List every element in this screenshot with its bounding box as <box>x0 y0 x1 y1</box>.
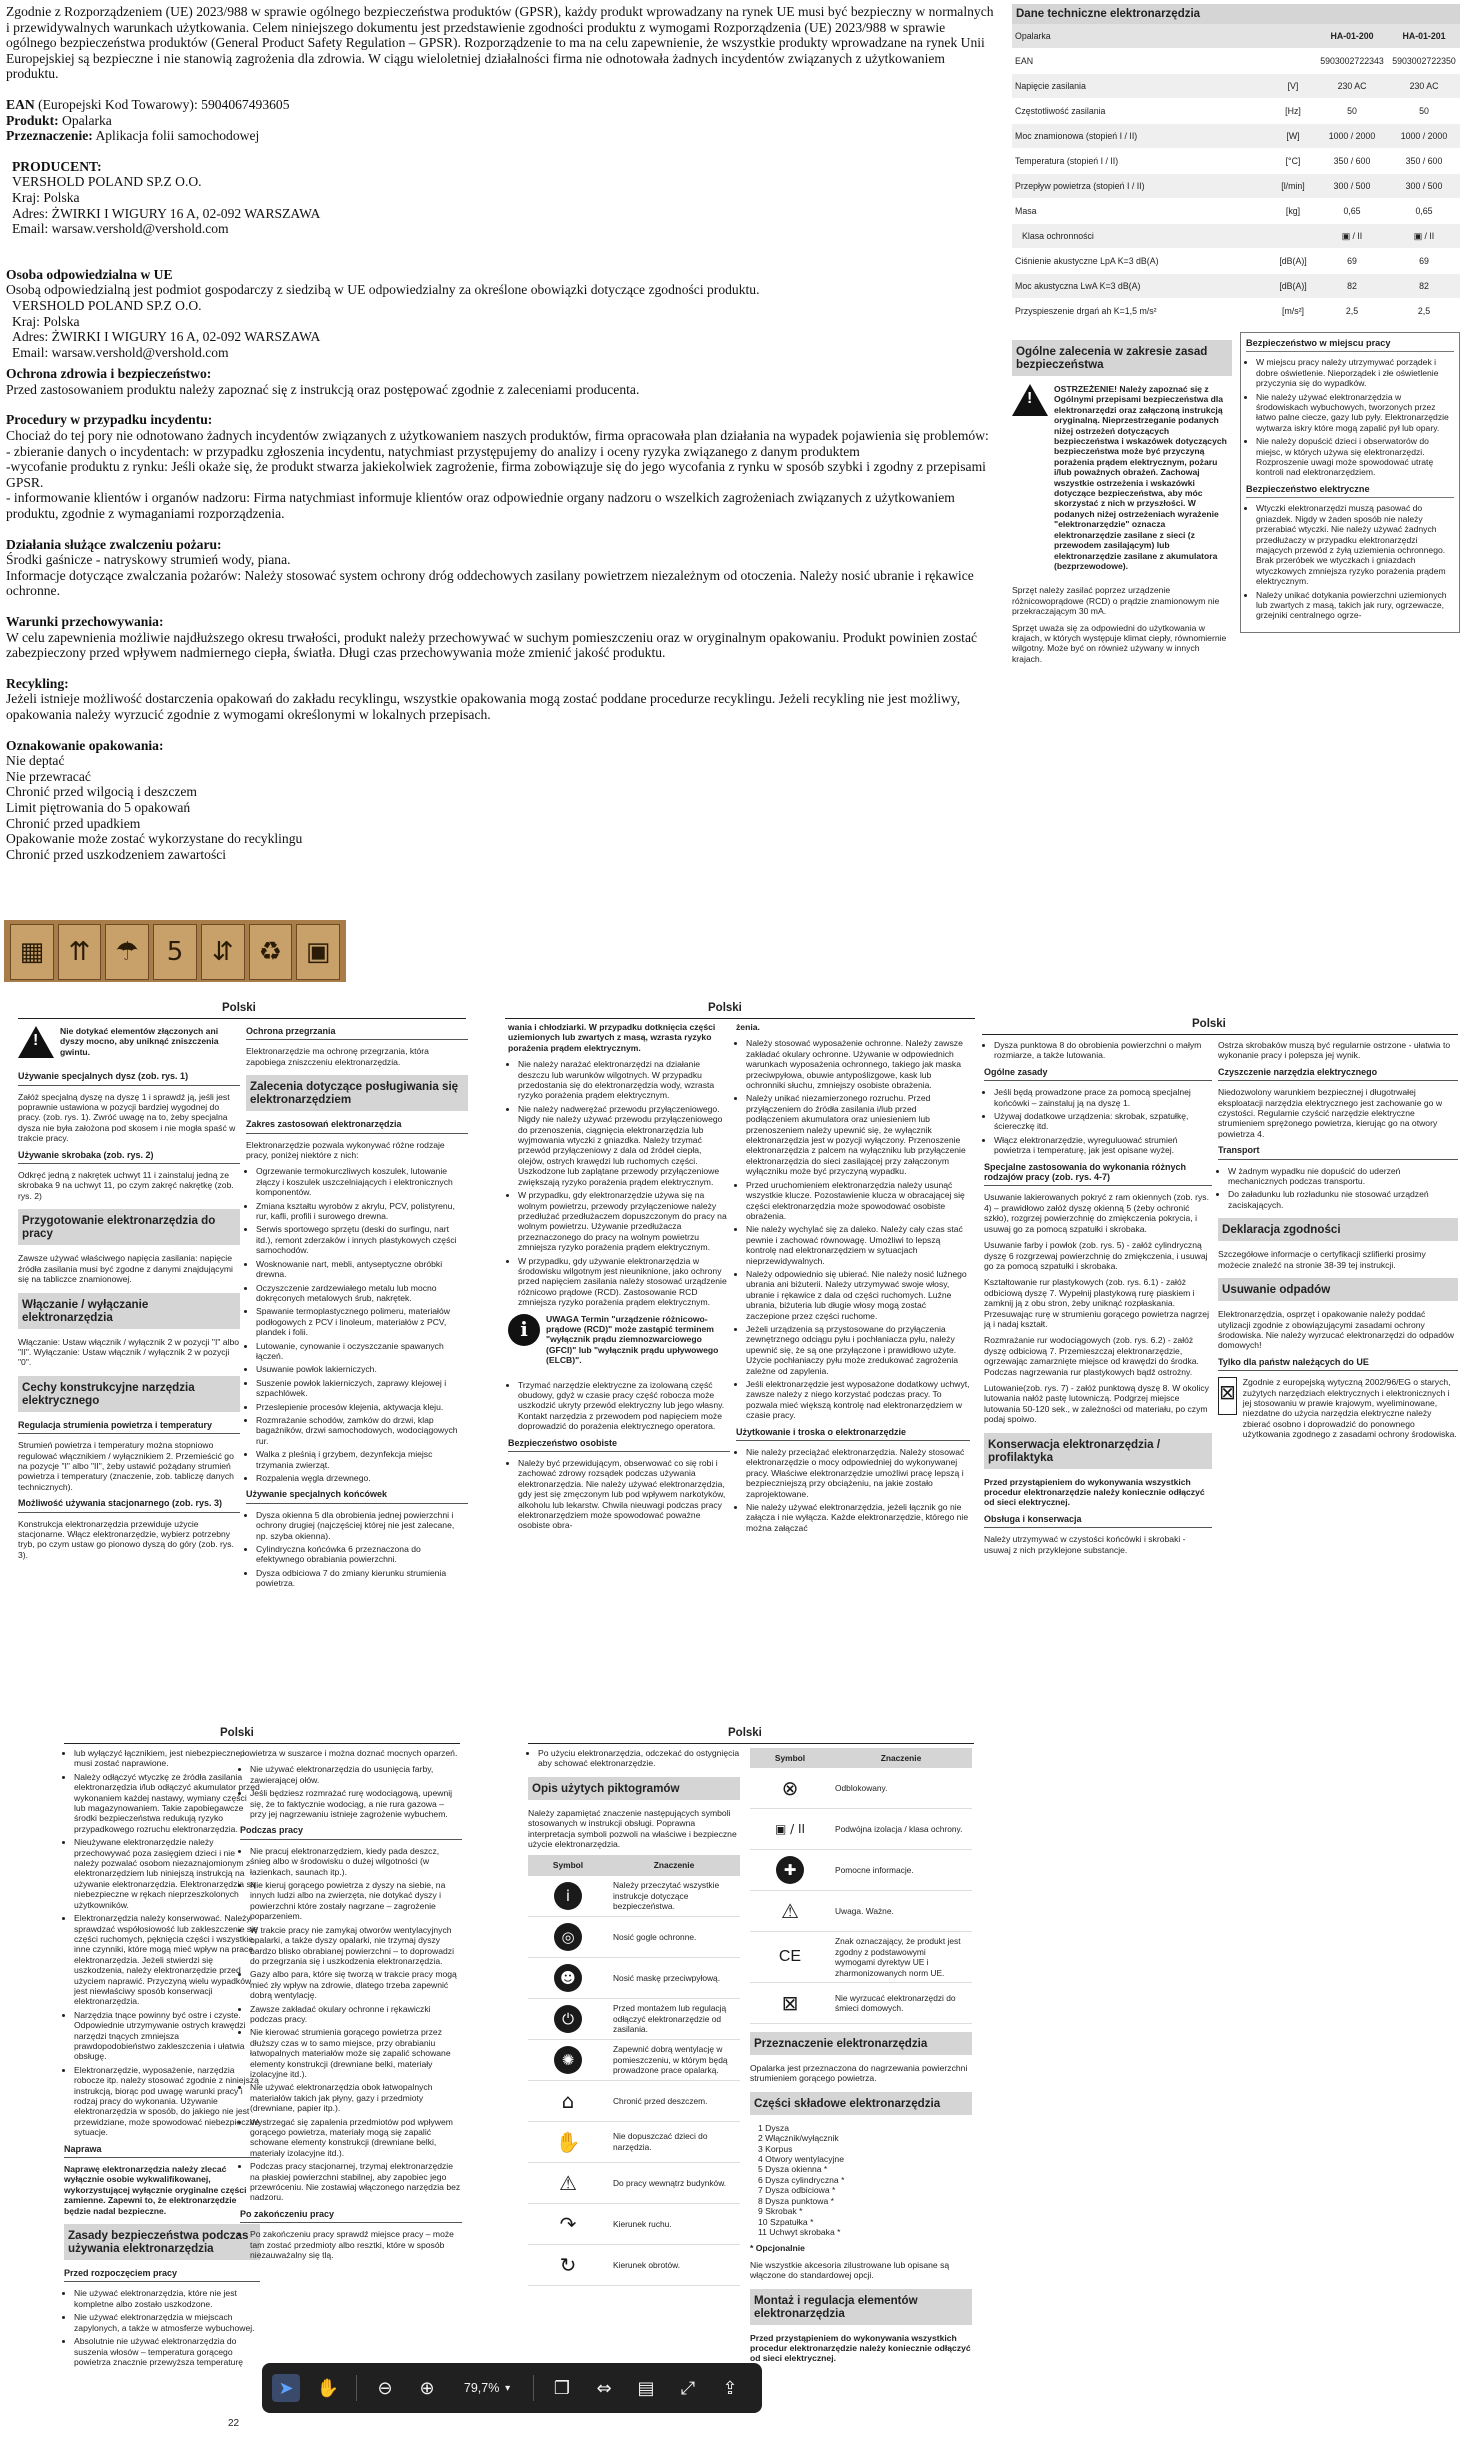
marking-line: Chronić przed wilgocią i deszczem <box>6 784 197 800</box>
fire-line: Informacje dotyczące zwalczania pożarów: Należy stosować system ochrony dróg oddechowych zasilany powietrzem niezależnym od otoczenia. Należy nosić ubranie i rękawice ochronne. <box>6 567 974 599</box>
section-heading: Zakres zastosowań elektronarzędzia <box>246 1119 468 1133</box>
list-item: • Oczyszczenie zardzewiałego metalu lub mocno dokręconych metalowych śrub, nakrętek. <box>256 1283 468 1304</box>
marking-line: Chronić przed uszkodzeniem zawartości <box>6 846 227 862</box>
section-heading: Używanie specjalnych końcówek <box>246 1489 468 1503</box>
table-row: Częstotliwość zasilania [Hz] 50 50 <box>1012 99 1460 124</box>
movement-direction-icon: ↷ <box>559 2211 577 2236</box>
list-item: • Po zakończeniu pracy sprawdź miejsce pracy – może tam zostać przedmioty albo resztki, które w sposób niezauważalny się tlą. <box>250 2229 462 2260</box>
page-language-label: Polski <box>222 1002 256 1014</box>
list-item: • Nie używać elektronarzędzia w miejscach zapylonych, a także w atmosferze wybuchowej. <box>74 2312 260 2333</box>
table-row: ▣ / II Podwójna izolacja / klasa ochrony. <box>750 1809 972 1850</box>
list-item: 6 Dysza cylindryczna * <box>758 2174 845 2185</box>
list-item: • Nieużywane elektronarzędzie należy przechowywać poza zasięgiem dzieci i nie należy pozwalać osobom niezaznajomionym z elektronarzędziem lub niniejszą instrukcją na używanie elektronarzędzia. Elektronarzędzia są niebezpieczne w rękach nieprzeszkolonych użytkowników. <box>74 1837 260 1910</box>
list-item: • Należy odpowiednio się ubierać. Nie należy nosić luźnego ubrania ani biżuterii. Należy utrzymywać swoje włosy, ubranie i rękawice z dala od części ruchomych. Luźne ubrania, biżuteria lub długie włosy mogą zostać zaczepione przez części ruchome. <box>746 1269 970 1321</box>
list-item: • Trzymać narzędzie elektryczne za izolowaną część obudowy, gdyż w czasie pracy część robocza może uszkodzić ukryty przewód elektryczny lub jego własny. Kontakt narzędzia z przewodem pod napięciem może doprowadzić do porażenia elektrycznego operatora. <box>518 1380 730 1432</box>
list-item: • Należy stosować wyposażenie ochronne. Należy zawsze zakładać okulary ochronne. Używanie w odpowiednich warunkach wyposażenia ochronnego, takiego jak maska przeciwpyłowa, obuwie antypoślizgowe, kask lub ochronniki słuchu, zmniejszy osobiste obrażenia. <box>746 1038 970 1090</box>
health-text: Przed zastosowaniem produktu należy zapoznać się z instrukcją oraz postępować zgodnie z zaleceniami producenta. <box>6 381 640 397</box>
indoor-use-icon: ⚠ <box>559 2170 577 2195</box>
marking-heading: Oznakowanie opakowania: <box>6 737 164 753</box>
section-band: Usuwanie odpadów <box>1218 1278 1458 1301</box>
list-item: • Nie należy używać elektronarzędzia, jeżeli łącznik go nie załącza i nie wyłącza. Każde elektronarzędzie, którego nie można załączać <box>746 1502 970 1533</box>
zoom-level-value: 79,7% <box>463 2381 500 2395</box>
technical-data <box>1012 4 1460 324</box>
divider <box>18 1018 466 1019</box>
no-step-icon: ▦ <box>10 924 54 980</box>
section-band: Konserwacja elektronarzędzia / profilaktyka <box>984 1433 1212 1469</box>
warning-icon: ⚠ <box>781 1899 799 1924</box>
zoom-out-button[interactable]: ⊖ <box>377 2377 393 2399</box>
list-item: • Nie kierować strumienia gorącego powietrza przez dłuższy czas w to samo miejsce, przy obrabianiu łatwopalnych materiałów może się zapalić schowane elementy konstrukcji (drewniane belki, materiały izolacyjne itd.). <box>250 2027 462 2079</box>
select-tool-button[interactable]: ➤ <box>272 2374 300 2402</box>
list-item: • Ogrzewanie termokurczliwych koszulek, lutowanie złączy i koszulek uszczelniających i elektronicznych komponentów. <box>256 1166 468 1197</box>
weee-bin-icon: ⊠ <box>781 1991 799 2016</box>
page-number: 22 <box>228 2418 240 2429</box>
responsible-desc: Osobą odpowiedzialną jest podmiot gospodarczy z siedzibą w UE odpowiedzialny za określone obowiązki dotyczące zgodności produktu. <box>6 282 760 298</box>
copy-page-button[interactable]: ❐ <box>553 2377 571 2399</box>
ce-mark-icon: CE <box>778 1948 802 1966</box>
list-item: • Wystrzegać się zapalenia przedmiotów pod wpływem gorącego powietrza, materiały mogą się zapalić schowane elementy konstrukcji (drewniane belki, materiały izolacyjne itd.). <box>250 2117 462 2159</box>
section-heading: Podczas pracy <box>240 1825 462 1839</box>
marking-line: Opakowanie może zostać wykorzystane do recyklingu <box>6 831 303 847</box>
page-column: • Po użyciu elektronarzędzia, odczekać do ostygnięcia aby schować elektronarzędzie. Opis użytych piktogramów Należy zapamiętać znaczenie następujących symboli stosowanych w instrukcji obsługi. Poprawna interpretacja symboli pozwoli na właściwe i bezpieczne użycie elektronarzędzia. Symbol Znaczenie i Należy przeczytać wszystkie instrukcje dotyczące bezpieczeństwa. ◎ Nosić gogle ochronne. ☻ Nosić maskę przeciwpyłową. ⏻ Przed montażem lub regulacją odłączyć elektronarzędzie od zasilania. ✺ Zapewnić dobrą wentylację w pomieszczeniu, w którym będą prowadzone prace opalarką. ⌂ Chronić przed deszczem. ✋ Nie dopuszczać dzieci do narzędzia. ⚠ Do pracy wewnątrz budynków. ↷ Kierunek ruchu. ↻ Kierunek obrotów. <box>528 1748 740 2286</box>
responsible-line: Kraj: Polska <box>12 313 80 329</box>
list-item: 11 Uchwyt skrobaka * <box>758 2226 841 2237</box>
list-item: 4 Otwory wentylacyjne <box>758 2154 844 2165</box>
fire-line: Środki gaśnicze - natryskowy strumień wody, piana. <box>6 552 291 568</box>
keep-dry-icon: ☂ <box>105 924 149 980</box>
fullscreen-button[interactable]: ⤢ <box>680 2377 696 2399</box>
table-row: ◎ Nosić gogle ochronne. <box>528 1916 740 1957</box>
zoom-in-button[interactable]: ⊕ <box>419 2377 435 2399</box>
section-heading: Specjalne zastosowania do wykonania różnych rodzajów pracy (zob. rys. 4-7) <box>984 1162 1212 1187</box>
product-line: Produkt: Opalarka <box>6 112 112 128</box>
table-row: ↷ Kierunek ruchu. <box>528 2203 740 2244</box>
general-safety-section <box>1012 332 1232 670</box>
section-band: Przygotowanie elektronarzędzia do pracy <box>18 1209 240 1245</box>
list-item: • Rozmrażanie schodów, zamków do drzwi, klap bagażników, drzwi samochodowych, wodociągowych rur. <box>256 1415 468 1446</box>
page-column: ! Nie dotykać elementów złączonych ani dyszy mocno, aby uniknąć zniszczenia gwintu. Używanie specjalnych dysz (zob. rys. 1) Załóż specjalną dyszę na dyszę 1 i sprawdź ją, jeśli jest poprawnie ustawiona w pozycji bardziej wygodnej do pracy. (zob. rys. 1). Zwróć uwagę na to, żeby specjalna dysza nie była założona pod skosem i nie mogła spaść w trakcie pracy. Używanie skrobaka (zob. rys. 2) Odkręć jedną z nakrętek uchwyt 11 i zainstaluj jedną ze skrobaka 9 na uchwyt 11, po czym zakręć nakrętkę (zob. rys. 2) Przygotowanie elektronarzędzia do pracy Zawsze używać właściwego napięcia zasilania: napięcie źródła zasilania musi być zgodne z danymi znajdującymi się na tabliczce znamionowej. Włączanie / wyłączanie elektronarzędzia Włączanie: Ustaw włącznik / wyłącznik 2 w pozycji "I" albo "II". Wyłączanie: Ustaw włącznik / wyłącznik 2 w pozycji "0". Cechy konstrukcyjne narzędzia elektrycznego Regulacja strumienia powietrza i temperatury Strumień powietrza i temperatury można stopniowo regulować włącznikiem / wyłącznikiem 2. Przemieścić go na pozycje "I" albo "II", żeby ustawić pożądany strumień powietrza i temperatury (znaczenie, zob. tabliczę danych technicznych). Możliwość używania stacjonarnego (zob. rys. 3) Konstrukcja elektronarzędzia przewiduje użycie stacjonarne. Włącz elektronarzędzie, wybierz potrzebny tryb, po czym ustaw go pionowo dyszą do góry (zob. rys. 3). <box>18 1026 240 1560</box>
page-language-label: Polski <box>220 1727 254 1739</box>
table-row: Moc akustyczna LwA K=3 dB(A) [dB(A)] 82 82 <box>1012 274 1460 299</box>
technical-data-table <box>1012 24 1460 324</box>
list-item: • Spawanie termoplastycznego polimeru, materiałów podłogowych z PCV i linoleum, materiałów z PCV, plandek i folii. <box>256 1306 468 1337</box>
list-item: • Podczas pracy stacjonarnej, trzymaj elektronarzędzie na płaskiej powierzchni stabilnej, aby zapobiec jego przewróceniu. Nie zostawiaj włączonego narzędzia bez nadzoru. <box>250 2161 462 2203</box>
list-item: • lub wyłączyć łącznikiem, jest niebezpieczne i musi zostać naprawione. <box>74 1748 260 1769</box>
stacking-limit-icon: 5 <box>153 924 197 980</box>
workplace-list <box>1246 357 1454 477</box>
toolbar-separator <box>533 2375 534 2401</box>
storage-text: W celu zapewnienia możliwie najdłuższego okresu trwałości, produkt należy przechowywać w suchym pomieszczeniu oraz w oryginalnym opakowaniu. Produkt powinien zostać zabezpieczony przed wpływem nadmiernego ciepła, światła. Długi czas przechowywania może zmienić jakość produktu. <box>6 629 978 661</box>
section-heading: Ochrona przegrzania <box>246 1026 468 1040</box>
list-item: • Po użyciu elektronarzędzia, odczekać do ostygnięcia aby schować elektronarzędzie. <box>538 1748 740 1769</box>
list-item: 9 Skrobak * <box>758 2206 803 2217</box>
general-para: Sprzęt należy zasilać poprzez urządzenie różnicowoprądowe (RCD) o prądzie znamionowym nie przekraczającym 30 mA. <box>1012 585 1220 617</box>
share-button[interactable]: ⇪ <box>722 2377 738 2399</box>
section-heading: Użytkowanie i troska o elektronarzędzie <box>736 1427 970 1441</box>
list-item: • Nie należy dopuścić dzieci i obserwatorów do miejsc, w których używa się elektronarzędzi. Rozproszenie uwagi może spowodować utratę kontroli nad elektronarzędziem. <box>1256 436 1454 478</box>
list-item: • Jeśli będziesz rozmrażać rurę wodociągową, upewnij się, że to faktycznie wodociąg, a nie rura gazowa – przy jej nagrzewaniu istnieje zagrożenie wybuchem. <box>250 1788 462 1819</box>
health-heading: Ochrona zdrowia i bezpieczeństwo: <box>6 366 212 382</box>
list-item: • Elektronarzędzie, wyposażenie, narzędzia robocze itp. należy stosować zgodnie z niniejszą instrukcją, biorąc pod uwagę warunki pracy i rodzaj pracy do wykonania. Używanie elektronarzędzia w sposób, do jakiego nie jest przewidziane, może spowodować niebezpieczne sytuacje. <box>74 2065 260 2138</box>
table-row: ✚ Pomocne informacje. <box>750 1850 972 1891</box>
section-heading: Regulacja strumienia powietrza i temperatury <box>18 1420 240 1434</box>
list-item: • Usuwanie powłok lakierniczych. <box>256 1364 468 1374</box>
section-heading: Używanie specjalnych dysz (zob. rys. 1) <box>18 1071 240 1085</box>
fire-heading: Działania służące zwalczeniu pożaru: <box>6 536 222 552</box>
warning-icon: ! <box>18 1026 54 1058</box>
list-item: • Nie używać elektronarzędzia, które nie jest kompletne albo zostało uszkodzone. <box>74 2288 260 2309</box>
list-item: • Do załadunku lub rozładunku nie stosować urządzeń zaciskających. <box>1228 1189 1458 1210</box>
table-row: Klasa ochronności ▣ / II ▣ / II <box>1012 224 1460 249</box>
table-row: EAN 5903002722343 5903002722350 <box>1012 49 1460 74</box>
incident-heading: Procedury w przypadku incydentu: <box>6 412 213 428</box>
ean-value: 5904067493605 <box>201 96 290 112</box>
list-item: • Należy unikać niezamierzonego rozruchu. Przed przyłączeniem do źródła zasilania i/lub przed podłączeniem akumulatora oraz uniesieniem lub przenoszeniem należy upewnić się, że wyłącznik elektronarzędzia jest w pozycji wyłączony. Przenoszenie elektronarzędzia z palcem na wyłączniku lub przyłączenie elektronarzędzia do sieci zasilającej przy załączonym wyłączniku może być przyczyną wypadku. <box>746 1093 970 1176</box>
section-band: Zasady bezpieczeństwa podczas używania elektronarzędzia <box>64 2224 260 2260</box>
marking-line: Limit piętrowania do 5 opakowań <box>6 799 191 815</box>
table-row: Moc znamionowa (stopień I / II) [W] 1000 / 2000 1000 / 2000 <box>1012 124 1460 149</box>
general-para: Sprzęt uważa się za odpowiedni do użytkowania w krajach, w których występuje klimat ciepły, równomiernie wilgotny. Może być on również używany w innych krajach. <box>1012 622 1227 664</box>
responsible-line: VERSHOLD POLAND SP.Z O.O. <box>12 297 202 313</box>
section-heading: Ogólne zasady <box>984 1067 1212 1081</box>
list-item: • Rozpalenia węgla drzewnego. <box>256 1473 468 1483</box>
page-language-label: Polski <box>1192 1018 1226 1030</box>
table-row: ⊗ Odblokowany. <box>750 1768 972 1809</box>
workplace-safety-section <box>1240 332 1460 641</box>
list-item: • Nie należy narażać elektronarzędzi na działanie deszczu lub warunków wilgotnych. W przypadku przedostania się do elektronarzędzia wody, wzrasta ryzyko porażenia prądem elektrycznym. <box>518 1059 730 1101</box>
storage-heading: Warunki przechowywania: <box>6 614 164 629</box>
general-warning-text: OSTRZEŻENIE! Należy zapoznać się z Ogólnymi przepisami bezpieczeństwa dla elektronarzędzi oraz załączoną instrukcją oryginalną. Nieprzestrzeganie podanych niżej ostrzeżeń dotyczących bezpieczeństwa i wskazówek dotyczących bezpieczeństwa może być przyczyną porażenia prądem elektrycznym, pożaru i/lub poważnych obrażeń. Zachowaj wszystkie ostrzeżenia i wskazówki dotyczące bezpieczeństwa, aby móc skorzystać z nich w przyszłości. W podanych niżej ostrzeżeniach wyrażenie "elektronarzędzie" oznacza elektronarzędzie zasilane z sieci (z przewodem zasilającym) lub elektronarzędzie zasilane z akumulatora (bezprzewodowe). <box>1054 384 1227 571</box>
responsible-line: Adres: ŻWIRKI I WIGURY 16 A, 02-092 WARSZAWA <box>12 329 321 345</box>
section-heading: Używanie skrobaka (zob. rys. 2) <box>18 1150 240 1164</box>
producer-heading: PRODUCENT: <box>12 158 102 174</box>
toolbar-separator <box>356 2375 357 2401</box>
page-language-label: Polski <box>708 1002 742 1014</box>
list-item: 2 Włącznik/wyłącznik <box>758 2133 839 2144</box>
table-row: ⚠ Uwaga. Ważne. <box>750 1891 972 1932</box>
list-item: • Nie kieruj gorącego powietrza z dyszy na siebie, na innych ludzi albo na zwierzęta, nie dotykać dyszy i powierzchni które zostały nagrzane – zagrożenie poparzeniem. <box>250 1880 462 1922</box>
recycling-text: Jeżeli istnieje możliwość dostarczenia opakowań do zakładu recyklingu, wszystkie opakowania mogą zostać poddane procedurze recyklingu. Jeżeli recykling nie jest możliwy, opakowania należy wyrzucić zgodnie z wymogami określonymi w lokalnych przepisach. <box>6 691 961 722</box>
list-item: • Przeslepienie procesów klejenia, aktywacja kleju. <box>256 1402 468 1412</box>
table-row: Temperatura (stopień I / II) [°C] 350 / 600 350 / 600 <box>1012 149 1460 174</box>
list-item: • Lutowanie, cynowanie i oczyszczanie spawanych łączeń. <box>256 1341 468 1362</box>
electrical-safety-title: Bezpieczeństwo elektryczne <box>1246 484 1454 498</box>
unplug-icon: ⏻ <box>554 2005 582 2033</box>
this-way-up-icon: ⇈ <box>58 924 102 980</box>
warning-icon: ! <box>1012 384 1048 416</box>
marking-line: Nie przewracać <box>6 768 91 784</box>
table-row: i Należy przeczytać wszystkie instrukcje dotyczące bezpieczeństwa. <box>528 1876 740 1917</box>
section-heading: Po zakończeniu pracy <box>240 2209 462 2223</box>
marking-line: Nie deptać <box>6 753 65 769</box>
responsible-line: Email: warsaw.vershold@vershold.com <box>12 344 229 360</box>
section-band: Cechy konstrukcyjne narzędzia elektrycznego <box>18 1376 240 1412</box>
list-item: 7 Dysza odbiciowa * <box>758 2185 836 2196</box>
page-column: żenia. • Należy stosować wyposażenie ochronne. Należy zawsze zakładać okulary ochronne. Używanie w odpowiednich warunkach wyposażenia ochronnego, takiego jak maska przeciwpyłowa, obuwie antypoślizgowe, kask lub ochronniki słuchu, zmniejszy osobiste obrażenia. • Należy unikać niezamierzonego rozruchu. Przed przyłączeniem do źródła zasilania i/lub przed podłączeniem akumulatora oraz uniesieniem lub przenoszeniem należy upewnić się, że wyłącznik elektronarzędzia jest w pozycji wyłączony. Przenoszenie elektronarzędzia z palcem na wyłączniku lub przyłączenie elektronarzędzia do sieci zasilającej przy załączonym wyłączniku może być przyczyną wypadku. • Przed uruchomieniem elektronarzędzia należy usunąć wszystkie klucze. Pozostawienie klucza w obracającej się części elektronarzędzia może spowodować osobiste obrażenia. • Nie należy wychylać się za daleko. Należy cały czas stać pewnie i zachować równowagę. Umożliwi to lepszą kontrolę nad elektronarzędziem w sytuacjach nieprzewidywalnych. • Należy odpowiednio się ubierać. Nie należy nosić luźnego ubrania ani biżuterii. Należy utrzymywać swoje włosy, ubranie i rękawice z dala od części ruchomych. Luźne ubrania, biżuteria lub długie włosy mogą zostać zaczepione przez części ruchome. • Jeżeli urządzenia są przystosowane do przyłączenia zewnętrznego odciągu pyłu i pochłaniacza pyłu, należy upewnić się, że są one przyłączone i prawidłowo użyte. Użycie pochłaniaczy pyłu może zredukować zagrożenia zależne od zapylenia. • Jeśli elektronarzędzie jest wyposażone dodatkowy uchwyt, zawsze należy z niego korzystać podczas pracy. To pozwala mieć większą kontrolę nad elektronarzędziem w czasie pracy. Użytkowanie i troska o elektronarzędzie • Nie należy przeciążać elektronarzędzia. Należy stosować elektronarzędzie o mocy odpowiedniej do wykonywanej pracy. Właściwe elektronarzędzie umożliwi pracę lepszą i bezpieczniejszą przy obciążeniu, na jakie zostało zaprojektowane. • Nie należy używać elektronarzędzia, jeżeli łącznik go nie załącza i nie wyłącza. Każde elektronarzędzie, którego nie można załączać <box>736 1022 970 1539</box>
read-manual-icon: i <box>554 1882 582 1910</box>
table-row: ⌂ Chronić przed deszczem. <box>528 2080 740 2121</box>
list-item: • Nie należy nadwerężać przewodu przyłączeniowego. Nigdy nie należy używać przewodu przyłączeniowego do przenoszenia, ciągnięcia elektronarzędzia lub wyjmowania wtyczki z gniazdka. Należy trzymać przewód przyłączeniowy z dala od źródeł ciepła, olejów, ostrych krawędzi lub ruchomych części. Uszkodzone lub zaplątane przewody przyłączeniowe zwiększają ryzyko porażenia prądem elektrycznym. <box>518 1104 730 1187</box>
list-item: • W trakcie pracy nie zamykaj otworów wentylacyjnych opalarki, a także dyszy opalarki, nie trzymaj dyszy bardzo blisko obrabianej powierzchni – to doprowadzi do przegrzania się i uszkodzenia elektronarzędzia. <box>250 1925 462 1967</box>
page-column: Ostrza skrobaków muszą być regularnie ostrzone - ułatwia to wykonanie pracy i polepsza jej wynik. Czyszczenie narzędzia elektrycznego Niedozwolony warunkiem bezpiecznej i długotrwałej eksploatacji narzędzia elektrycznego jest zachowanie go w czystości. Regularnie czyścić narzędzie elektryczne strumieniem sprężonego powietrza, kierując go na otwory powietrza 4. Transport • W żadnym wypadku nie dopuścić do uderzeń mechanicznych podczas transportu. • Do załadunku lub rozładunku nie stosować urządzeń zaciskających. Deklaracja zgodności Szczegółowe informacje o certyfikacji szlifierki prosimy możecie znaleźć na stronie 38-39 tej instrukcji. Usuwanie odpadów Elektronarzędzia, osprzęt i opakowanie należy poddać utylizacji zgodnie z obowiązującymi zasadami ochrony środowiska. Nie należy wyrzucać elektronarzędzi do odpadów domowych! Tylko dla państw należących do UE ⊠ Zgodnie z europejską wytyczną 2002/96/EG o starych, zużytych narzędziach elektrycznych i elektronicznych i jej stosowaniu w prawie krajowym, wyeliminowane, niezdatne do użycia narzędzia elektryczne należy zbierać osobno i doprowadzić do ponownego użytkowania zgodnego z zasadami ochrony środowiska. <box>1218 1040 1458 1454</box>
table-row: ⚠ Do pracy wewnątrz budynków. <box>528 2162 740 2203</box>
page-language-label: Polski <box>728 1727 762 1739</box>
info-icon: ✚ <box>776 1856 804 1884</box>
list-item: • Wosknowanie nart, mebli, antyseptyczne obróbki drewna. <box>256 1259 468 1280</box>
weee-bin-icon: ⊠ <box>1218 1377 1237 1415</box>
list-item: • Zmiana kształtu wyrobów z akrylu, PCV, polistyrenu, rur, kafli, profili i surowego drewna. <box>256 1201 468 1222</box>
list-item: • Suszenie powłok lakierniczych, zaprawy klejowej i szpachlówek. <box>256 1378 468 1399</box>
table-row: CE Znak oznaczający, że produkt jest zgodny z podstawowymi wymogami dyrektyw UE i zharmonizowanych norm UE. <box>750 1932 972 1983</box>
table-row: ⊠ Nie wyrzucać elektronarzędzi do śmieci domowych. <box>750 1983 972 2024</box>
marking-line: Chronić przed upadkiem <box>6 815 141 831</box>
table-row: ↻ Kierunek obrotów. <box>528 2244 740 2285</box>
gpsr-statement <box>6 4 996 862</box>
responsible-heading: Osoba odpowiedzialna w UE <box>6 266 173 282</box>
recycle-icon: ♻ <box>249 924 293 980</box>
page-column: • Dysza punktowa 8 do obrobienia powierzchni o małym rozmiarze, a także lutowania. Ogólne zasady • Jeśli będą prowadzone prace za pomocą specjalnej końcówki – zainstaluj ją na dyszę 1. • Używaj dodatkowe urządzenia: skrobak, szpatułkę, ściereczkę itd. • Włącz elektronarzędzie, wyreguluować strumień powietrza i temperaturę, jak jest opisane wyżej. Specjalne zastosowania do wykonania różnych rodzajów pracy (zob. rys. 4-7) Usuwanie lakierowanych pokryć z ram okiennych (zob. rys. 4) – prawidłowo załóż dyszę okienną 5 (żeby ochronić szkło), rozgrzej powierzchnię do zmiękczenia pokrycia, i usuwaj go za pomocą szpatułki i skrobaka. Usuwanie farby i powłok (zob. rys. 5) - załóż cylindryczną dyszę 6 rozgrzewaj powierzchnię do zmiękczenia, i usuwaj go za pomocą szpatułki i skrobaka. Kształtowanie rur plastykowych (zob. rys. 6.1) - załóż odbiciową dyszę 7. Wypełnij plastykową rurę piaskiem i zamknij ją z obu stron, żeby uniknąć rozpłaskania. Przesuwając rurę w strumieniu gorącego powietrza nagrzej ją i nadaj kształt. Rozmrażanie rur wodociągowych (zob. rys. 6.2) - załóż dyszę odbiciową 7. Przemieszczaj elektronarzędzie, ogrzewając zamarznięte miejsce od krawędzi do środka. Podczas nagrzewania rur plastykowych bądź ostrożny. Lutowanie(zob. rys. 7) - załóż punktową dyszę 8. W okolicy lutowania nałóż pastę lutowniczą. Podgrzej miejsce lutowania 50-120 sek., w zależności od materiału, po czym podaj spoiwo. Konserwacja elektronarzędzia / profilaktyka Przed przystąpieniem do wykonywania wszystkich procedur elektronarzędzie należy koniecznie odłączyć od sieci elektrycznej. Obsługa i konserwacja Należy utrzymywać w czystości końcówki i skrobaki - usuwaj z nich przyklejone substancje. <box>984 1040 1212 1561</box>
table-row: ☻ Nosić maskę przeciwpyłową. <box>528 1957 740 1998</box>
incident-line: Chociaż do tej pory nie odnotowano żadnych incydentów związanych z użytkowaniem naszych produktów, firma opracowała plan działania na wypadek pojawienia się problemów: <box>6 428 989 444</box>
page-column: Ochrona przegrzania Elektronarzędzie ma ochronę przegrzania, która zapobiega zniszczeniu elektronarzędzia. Zalecenia dotyczące posługiwania się elektronarzędziem Zakres zastosowań elektronarzędzia Elektronarzędzie pozwala wykonywać różne rodzaje pracy, poniżej niektóre z nich: • Ogrzewanie termokurczliwych koszulek, lutowanie złączy i koszulek uszczelniających i elektronicznych komponentów. • Zmiana kształtu wyrobów z akrylu, PCV, polistyrenu, rur, kafli, profili i surowego drewna. • Serwis sportowego sprzętu (deski do surfingu, nart itd.), remont zderzaków i innych plastykowych części samochodów. • Wosknowanie nart, mebli, antyseptyczne obróbki drewna. • Oczyszczenie zardzewiałego metalu lub mocno dokręconych metalowych śrub, nakrętek. • Spawanie termoplastycznego polimeru, materiałów podłogowych z PCV i linoleum, materiałów z PCV, plandek i folii. • Lutowanie, cynowanie i oczyszczanie spawanych łączeń. • Usuwanie powłok lakierniczych. • Suszenie powłok lakierniczych, zaprawy klejowej i szpachlówek. • Przeslepienie procesów klejenia, aktywacja kleju. • Rozmrażanie schodów, zamków do drzwi, klap bagażników, drzwi samochodowych, wodociągowych rur. • Walka z pleśnią i grzybem, dezynfekcja miejsc trzymania zwierząt. • Rozpalenia węgla drzewnego. Używanie specjalnych końcówek • Dysza okienna 5 dla obrobienia jednej powierzchni i ochrony drugiej (najczęściej której nie jest zalecane, np. szyba okienna). • Cylindryczna końcówka 6 przeznaczona do efektywnego obrabiania powierzchni. • Dysza odbiciowa 7 do zmiany kierunku strumienia powietrza. <box>246 1022 468 1595</box>
incident-line: - zbieranie danych o incydentach: w przypadku zgłoszenia incydentu, natychmiast przystępujemy do analizy i oceny ryzyka związanego z danym produktem <box>6 443 860 459</box>
list-item: • Nie należy wychylać się za daleko. Należy cały czas stać pewnie i zachować równowagę. Umożliwi to lepszą kontrolę nad elektronarzędziem w sytuacjach nieprzewidywalnych. <box>746 1224 970 1266</box>
list-item: • Nie używać elektronarzędzia obok łatwopalnych materiałów takich jak płyny, gazy i przedmioty (drewniane, papier itp.). <box>250 2082 462 2113</box>
list-item: • Jeśli będą prowadzone prace za pomocą specjalnej końcówki – zainstaluj ją na dyszę 1. <box>994 1087 1212 1108</box>
page-column: • lub wyłączyć łącznikiem, jest niebezpieczne i musi zostać naprawione. • Należy odłączyć wtyczkę ze źródła zasilania elektronarzędzia i/lub odłączyć akumulator przed wykonaniem każdej nastawy, wymiany części lub magazynowaniem. Takie zapobiegawcze środki bezpieczeństwa redukują ryzyko przypadkowego rozruchu elektronarzędzia. • Nieużywane elektronarzędzie należy przechowywać poza zasięgiem dzieci i nie należy pozwalać osobom niezaznajomionym z elektronarzędziem lub niniejszą instrukcją na używanie elektronarzędzia. Elektronarzędzia są niebezpieczne w rękach nieprzeszkolonych użytkowników. • Elektronarzędzia należy konserwować. Należy sprawdzać współosiowość lub zakleszczenie się części ruchomych, pęknięcia części i wszystkie inne czynniki, które mogą mieć wpływ na pracę elektronarzędzia. Jeżeli stwierdzi się uszkodzenia, należy elektronarzędzie przed użyciem naprawić. Przyczyną wielu wypadków jest niewłaściwy sposób konserwacji elektronarzędzia. • Narzędzia tnące powinny być ostre i czyste. Odpowiednie utrzymywanie ostrych krawędzi narzędzi tnących zmniejsza prawdopodobieństwo zakleszczenia i ułatwia obsługę. • Elektronarzędzie, wyposażenie, narzędzia robocze itp. należy stosować zgodnie z niniejszą instrukcją, biorąc pod uwagę warunki pracy i rodzaj pracy do wykonania. Używanie elektronarzędzia w sposób, do jakiego nie jest przewidziane, może spowodować niebezpieczne sytuacje. Naprawa Naprawę elektronarzędzia należy zlecać wyłącznie osobie wykwalifikowanej, wykorzystującej wyłącznie oryginalne części zamienne. Zapewni to, że elektronarzędzie będzie nadal bezpieczne. Zasady bezpieczeństwa podczas używania elektronarzędzia Przed rozpoczęciem pracy • Nie używać elektronarzędzia, które nie jest kompletne albo zostało uszkodzone. • Nie używać elektronarzędzia w miejscach zapylonych, a także w atmosferze wybuchowej. • Absolutnie nie używać elektronarzędzia do suszenia włosów – temperatura gorącego powietrza znacznie przewyższa temperaturę <box>64 1748 260 2373</box>
technical-data-title: Dane techniczne elektronarzędzia <box>1012 4 1460 24</box>
section-band: Włączanie / wyłączanie elektronarzędzia <box>18 1293 240 1329</box>
chevron-down-icon: ▾ <box>505 2382 511 2394</box>
table-row: Masa [kg] 0,65 0,65 <box>1012 199 1460 224</box>
fragile-icon: ⇵ <box>201 924 245 980</box>
list-item: • Cylindryczna końcówka 6 przeznaczona do efektywnego obrabiania powierzchni. <box>256 1544 468 1565</box>
divider <box>528 1743 974 1744</box>
list-item: • Gazy albo para, które się tworzą w trakcie pracy mogą mieć zły wpływ na zdrowie, dlatego trzeba zapewnić dobrą wentylację. <box>250 1969 462 2000</box>
section-heading: Przed rozpoczęciem pracy <box>64 2268 260 2282</box>
list-item: 3 Korpus <box>758 2143 793 2154</box>
section-band: Montaż i regulacja elementów elektronarzędzia <box>750 2289 972 2325</box>
table-header-row: Opalarka HA-01-200 HA-01-201 <box>1012 24 1460 49</box>
table-row: Ciśnienie akustyczne LpA K=3 dB(A) [dB(A)] 69 69 <box>1012 249 1460 274</box>
page-column: Symbol Znaczenie ⊗ Odblokowany. ▣ / II Podwójna izolacja / klasa ochrony. ✚ Pomocne informacje. ⚠ Uwaga. Ważne. CE Znak oznaczający, że produkt jest zgodny z podstawowymi wymogami dyrektyw UE i zharmonizowanych norm UE. ⊠ Nie wyrzucać elektronarzędzi do śmieci domowych. Przeznaczenie elektronarzędzia Opalarka jest przeznaczona do nagrzewania powierzchni strumieniem gorącego powietrza. Części składowe elektronarzędzia 1 Dysza 2 Włącznik/wyłącznik 3 Korpus 4 Otwory wentylacyjne 5 Dysza okienna * 6 Dysza cylindryczna * 7 Dysza odbiciowa * 8 Dysza punktowa * 9 Skrobak * 10 Szpatułka * 11 Uchwyt skrobaka * * Opcjonalnie Nie wszystkie akcesoria zilustrowane lub opisane są włączone do standardowej opcji. Montaż i regulacja elementów elektronarzędzia Przed przystąpieniem do wykonywania wszystkich procedur elektronarzędzie należy koniecznie odłączyć od sieci elektrycznej. <box>750 1748 972 2370</box>
section-heading: Transport <box>1218 1145 1458 1159</box>
section-band: Części składowe elektronarzędzia <box>750 2092 972 2115</box>
list-item: • Elektronarzędzia należy konserwować. Należy sprawdzać współosiowość lub zakleszczenie się części ruchomych, pęknięcia części i wszystkie inne czynniki, które mogą mieć wpływ na pracę elektronarzędzia. Jeżeli stwierdzi się uszkodzenia, należy elektronarzędzie przed użyciem naprawić. Przyczyną wielu wypadków jest niewłaściwy sposób konserwacji elektronarzędzia. <box>74 1913 260 2007</box>
list-item: 5 Dysza okienna * <box>758 2164 828 2175</box>
list-item: • Wtyczki elektronarzędzi muszą pasować do gniazdek. Nigdy w żaden sposób nie należy przerabiać wtyczki. Nie należy używać żadnych przedłużaczy w przypadku elektronarzędzi mających przewód z żyłą uziemienia ochronnego. Brak przeróbek we wtyczkach i gniazdach wtyczkowych zmniejsza ryzyko porażenia prądem elektrycznym. <box>1256 503 1454 586</box>
fit-page-button[interactable]: ▤ <box>637 2377 655 2399</box>
table-row: Przepływ powietrza (stopień I / II) [l/min] 300 / 500 300 / 500 <box>1012 174 1460 199</box>
list-item: • Należy być przewidującym, obserwować co się robi i zachować zdrowy rozsądek podczas używania elektronarzędzia. Nie należy używać elektronarzędzia, gdy jest się zmęczonym lub pod wpływem narkotyków, alkoholu lub lekarstw. Chwila nieuwagi podczas pracy elektronarzędziem może spowodować poważne osobiste obra- <box>518 1458 730 1531</box>
page-column: wania i chłodziarki. W przypadku dotknięcia części uziemionych lub zwartych z masą, wzrasta ryzyko porażenia prądem elektrycznym. • Nie należy narażać elektronarzędzi na działanie deszczu lub warunków wilgotnych. W przypadku przedostania się do elektronarzędzia wody, wzrasta ryzyko porażenia prądem elektrycznym. • Nie należy nadwerężać przewodu przyłączeniowego. Nigdy nie należy używać przewodu przyłączeniowego do przenoszenia, ciągnięcia elektronarzędzia lub wyjmowania wtyczki z gniazdka. Należy trzymać przewód przyłączeniowy z dala od źródeł ciepła, olejów, ostrych krawędzi lub ruchomych części. Uszkodzone lub zaplątane przewody przyłączeniowe zwiększają ryzyko porażenia prądem elektrycznym. • W przypadku, gdy elektronarzędzie używa się na wolnym powietrzu, przewody przyłączeniowe należy przedłużać przedłużaczem dopuszczonym do pracy na wolnym powietrzu. Używanie przedłużacza przeznaczonego do pracy na wolnym powietrzu zmniejsza ryzyko porażenia prądem elektrycznym. • W przypadku, gdy używanie elektronarzędzia w środowisku wilgotnym jest nieuniknione, jako ochrony przed napięciem zasilania należy stosować urządzenie różnicowo prądowe (RCD). Zastosowanie RCD zmniejsza ryzyko porażenia prądem elektrycznym. i UWAGA Termin "urządzenie różnicowo-prądowe (RCD)" może zastąpić terminem "wyłącznik prądu ziemnozwarciowego (GFCI)" lub "wyłącznik prądu upływowego (ELCB)". • Trzymać narzędzie elektryczne za izolowaną część obudowy, gdyż w czasie pracy część robocza może uszkodzić ukryty przewód elektryczny lub jego własny. Kontakt narzędzia z przewodem pod napięciem może doprowadzić do porażenia elektrycznego operatora. Bezpieczeństwo osobiste • Należy być przewidującym, obserwować co się robi i zachować zdrowy rozsądek podczas używania elektronarzędzia. Nie należy używać elektronarzędzia, gdy jest się zmęczonym lub pod wpływem narkotyków, alkoholu lub lekarstw. Chwila nieuwagi podczas pracy elektronarzędziem może spowodować poważne osobiste obra- <box>508 1022 730 1537</box>
producer-line: Email: warsaw.vershold@vershold.com <box>12 221 229 237</box>
list-item: • Nie należy używać elektronarzędzia w środowiskach wybuchowych, tworzonych przez łatwo palne ciecze, gazy lub pyły. Elektronarzędzie wytwarza iskry które mogą zapalić pył lub opary. <box>1256 392 1454 434</box>
list-item: • Jeżeli urządzenia są przystosowane do przyłączenia zewnętrznego odciągu pyłu i pochłaniacza pyłu, należy upewnić się, że są one przyłączone i prawidłowo użyte. Użycie pochłaniaczy pyłu może zredukować zagrożenia zależne od zapylenia. <box>746 1324 970 1376</box>
section-heading: Możliwość używania stacjonarnego (zob. rys. 3) <box>18 1498 240 1512</box>
fit-width-button[interactable]: ⇔ <box>596 2377 612 2399</box>
table-row: ✋ Nie dopuszczać dzieci do narzędzia. <box>528 2121 740 2162</box>
divider <box>505 1018 975 1019</box>
zoom-level-dropdown[interactable] <box>455 2374 519 2402</box>
list-item: • W przypadku, gdy używanie elektronarzędzia w środowisku wilgotnym jest nieuniknione, jako ochrony przed napięciem zasilania należy stosować urządzenie różnicowo prądowe (RCD). Zastosowanie RCD zmniejsza ryzyko porażenia prądem elektrycznym. <box>518 1256 730 1308</box>
unlocked-icon: ⊗ <box>781 1776 799 1801</box>
table-row: ⏻ Przed montażem lub regulacją odłączyć elektronarzędzie od zasilania. <box>528 1998 740 2039</box>
list-item: • W żadnym wypadku nie dopuścić do uderzeń mechanicznych podczas transportu. <box>1228 1166 1458 1187</box>
list-item: 8 Dysza punktowa * <box>758 2195 834 2206</box>
producer-line: VERSHOLD POLAND SP.Z O.O. <box>12 174 202 190</box>
list-item: • Walka z pleśnią i grzybem, dezynfekcja miejsc trzymania zwierząt. <box>256 1449 468 1470</box>
section-heading: Naprawa <box>64 2144 260 2158</box>
goggles-icon: ◎ <box>554 1923 582 1951</box>
info-icon: i <box>508 1314 540 1346</box>
list-item: • Dysza okienna 5 dla obrobienia jednej powierzchni i ochrony drugiej (najczęściej której nie jest zalecane, np. szyba okienna). <box>256 1510 468 1541</box>
table-row: ✺ Zapewnić dobrą wentylację w pomieszczeniu, w którym będą prowadzone prace opalarką. <box>528 2039 740 2080</box>
protect-from-rain-icon: ⌂ <box>561 2088 575 2113</box>
section-band: Deklaracja zgodności <box>1218 1218 1458 1241</box>
divider <box>982 1034 1458 1035</box>
parts-list <box>750 2123 972 2237</box>
incident-line: - informowanie klientów i organów nadzoru: Firma natychmiast informuje klientów oraz odpowiednie organy nadzoru o wszelkich zagrożeniach związanych z użytkowaniem produktu, zgodnie z wymaganiami rozporządzenia. <box>6 490 955 522</box>
list-item: • Nie używać elektronarzędzia do usunięcia farby, zawierającej ołów. <box>250 1764 462 1785</box>
list-item: • Należy unikać dotykania powierzchni uziemionych lub zwartych z masą, takich jak rury, ogrzewacze, grzejniki centralnego ogrze- <box>1256 590 1454 621</box>
producer-line: Adres: ŻWIRKI I WIGURY 16 A, 02-092 WARSZAWA <box>12 205 321 221</box>
purpose-line: Przeznaczenie: Aplikacja folii samochodowej <box>6 128 260 144</box>
rotation-direction-icon: ↻ <box>559 2252 577 2277</box>
list-item: • Używaj dodatkowe urządzenia: skrobak, szpatułkę, ściereczkę itd. <box>994 1111 1212 1132</box>
keep-children-away-icon: ✋ <box>555 2129 581 2154</box>
section-heading: Bezpieczeństwo osobiste <box>508 1438 730 1452</box>
double-insulation-icon: ▣ / II <box>774 1822 806 1837</box>
list-item: • W miejscu pracy należy utrzymywać porządek i dobre oświetlenie. Nieporządek i złe oświetlenie przyczynia się do wypadków. <box>1256 357 1454 388</box>
list-item: • Zawsze zakładać okulary ochronne i rękawiczki podczas pracy. <box>250 2004 462 2025</box>
protect-contents-icon: ▣ <box>296 924 340 980</box>
table-row: Napięcie zasilania [V] 230 AC 230 AC <box>1012 74 1460 99</box>
list-item: • Przed uruchomieniem elektronarzędzia należy usunąć wszystkie klucze. Pozostawienie klucza w obracającej się części elektronarzędzia może spowodować osobiste obrażenia. <box>746 1180 970 1222</box>
list-item: • Serwis sportowego sprzętu (deski do surfingu, nart itd.), remont zderzaków i innych plastykowych części samochodów. <box>256 1224 468 1255</box>
pictogram-table: Symbol Znaczenie i Należy przeczytać wszystkie instrukcje dotyczące bezpieczeństwa. ◎ Nosić gogle ochronne. ☻ Nosić maskę przeciwpyłową. ⏻ Przed montażem lub regulacją odłączyć elektronarzędzie od zasilania. ✺ Zapewnić dobrą wentylację w pomieszczeniu, w którym będą prowadzone prace opalarką. ⌂ Chronić przed deszczem. ✋ Nie dopuszczać dzieci do narzędzia. ⚠ Do pracy wewnątrz budynków. ↷ Kierunek ruchu. ↻ Kierunek obrotów. <box>528 1855 740 2285</box>
dust-mask-icon: ☻ <box>554 1964 582 1992</box>
list-item: • W przypadku, gdy elektronarzędzie używa się na wolnym powietrzu, przewody przyłączeniowe należy przedłużać przedłużaczem dopuszczonym do pracy na wolnym powietrzu. Używanie przedłużacza przeznaczonego do pracy na wolnym powietrzu zmniejsza ryzyko porażenia prądem elektrycznym. <box>518 1190 730 1252</box>
list-item: • Absolutnie nie używać elektronarzędzia do suszenia włosów – temperatura gorącego powietrza znacznie przewyższa temperaturę <box>74 2336 260 2367</box>
section-heading: Tylko dla państw należących do UE <box>1218 1357 1458 1371</box>
section-band: Przeznaczenie elektronarzędzia <box>750 2032 972 2055</box>
list-item: • Włącz elektronarzędzie, wyreguluować strumień powietrza i temperaturę, jak jest opisane wyżej. <box>994 1135 1212 1156</box>
section-heading: Obsługa i konserwacja <box>984 1514 1212 1528</box>
hand-tool-button[interactable]: ✋ <box>316 2377 340 2399</box>
list-item: • Należy odłączyć wtyczkę ze źródła zasilania elektronarzędzia i/lub odłączyć akumulator przed wykonaniem każdej nastawy, wymiany części lub magazynowaniem. Takie zapobiegawcze środki bezpieczeństwa redukują ryzyko przypadkowego rozruchu elektronarzędzia. <box>74 1772 260 1834</box>
page-column: powietrza w suszarce i można doznać mocnych oparzeń. • Nie używać elektronarzędzia do usunięcia farby, zawierającej ołów. • Jeśli będziesz rozmrażać rurę wodociągową, upewnij się, że to faktycznie wodociąg, a nie rura gazowa – przy jej nagrzewaniu istnieje zagrożenie wybuchem. Podczas pracy • Nie pracuj elektronarzędziem, kiedy pada deszcz, śnieg albo w środowisku o dużej wilgotności (w łazienkach, saunach itp.). • Nie kieruj gorącego powietrza z dyszy na siebie, na innych ludzi albo na zwierzęta, nie dotykać dyszy i powierzchni które zostały nagrzane – zagrożenie poparzeniem. • W trakcie pracy nie zamykaj otworów wentylacyjnych opalarki, a także dyszy opalarki, nie trzymaj dyszy bardzo blisko obrabianej powierzchni – to doprowadzi do przegrzania się i uszkodzenia elektronarzędzia. • Gazy albo para, które się tworzą w trakcie pracy mogą mieć zły wpływ na zdrowie, dlatego trzeba zapewnić dobrą wentylację. • Zawsze zakładać okulary ochronne i rękawiczki podczas pracy. • Nie kierować strumienia gorącego powietrza przez dłuższy czas w to samo miejsce, przy obrabianiu łatwopalnych materiałów może się zapalić schowane elementy konstrukcji (drewniane belki, materiały izolacyjne itd.). • Nie używać elektronarzędzia obok łatwopalnych materiałów takich jak płyny, gazy i przedmioty (drewniane, papier itp.). • Wystrzegać się zapalenia przedmiotów pod wpływem gorącego powietrza, materiały mogą się zapalić schowane elementy konstrukcji (drewniane belki, materiały izolacyjne itd.). • Podczas pracy stacjonarnej, trzymaj elektronarzędzie na płaskiej powierzchni stabilnej, aby zapobiec jego przewróceniu. Nie zostawiaj włączonego narzędzia bez nadzoru. Po zakończeniu pracy • Po zakończeniu pracy sprawdź miejsce pracy – może tam zostać przedmioty albo resztki, które w sposób niezauważalny się tlą. <box>240 1748 462 2266</box>
section-heading: Czyszczenie narzędzia elektrycznego <box>1218 1067 1458 1081</box>
ventilation-icon: ✺ <box>554 2046 582 2074</box>
list-item: 10 Szpatułka * <box>758 2216 814 2227</box>
list-item: • Nie pracuj elektronarzędziem, kiedy pada deszcz, śnieg albo w środowisku o dużej wilgotności (w łazienkach, saunach itp.). <box>250 1846 462 1877</box>
gpsr-intro: Zgodnie z Rozporządzeniem (UE) 2023/988 w sprawie ogólnego bezpieczeństwa produktów (GPSR), każdy produkt wprowadzany na rynek UE musi być bezpieczny w normalnych i przewidywalnych warunkach użytkowania. Celem niniejszego dokumentu jest przedstawienie zgodności produktu z wymogami Rozporządzenia (UE) 2023/988 w sprawie ogólnego bezpieczeństwa produktów (General Product Safety Regulation – GPSR). Rozporządzenie to ma na celu zapewnienie, że wszystkie produkty wprowadzane na rynek Unii Europejskiej są bezpieczne i nie stanowią zagrożenia dla zdrowia. W ciągu wieloletniej działalności firma nie odnotowała żadnych incydentów związanych z użytkowaniem produktu. <box>6 4 994 82</box>
list-item: • Dysza odbiciowa 7 do zmiany kierunku strumienia powietrza. <box>256 1568 468 1589</box>
section-band: Opis użytych piktogramów <box>528 1777 740 1800</box>
list-item: • Narzędzia tnące powinny być ostre i czyste. Odpowiednie utrzymywanie ostrych krawędzi narzędzi tnących zmniejsza prawdopodobieństwo zakleszczenia i ułatwia obsługę. <box>74 2010 260 2062</box>
divider <box>64 1743 460 1744</box>
producer-line: Kraj: Polska <box>12 189 80 205</box>
table-row: Przyspieszenie drgań ah K=1,5 m/s² [m/s²] 2,5 2,5 <box>1012 299 1460 324</box>
list-item: • Nie należy przeciążać elektronarzędzia. Należy stosować elektronarzędzie o mocy odpowiedniej do wykonywanej pracy. Właściwe elektronarzędzie umożliwi pracę lepszą i bezpieczniejszą przy obciążeniu, na jakie zostało zaprojektowane. <box>746 1447 970 1499</box>
incident-line: -wycofanie produktu z rynku: Jeśli okaże się, że produkt stwarza jakiekolwiek zagrożenie, firma zobowiązuje się do jego wycofania z rynku w sposób szybki i zgodny z przepisami GPSR. <box>6 459 986 490</box>
viewer-toolbar <box>262 2363 762 2413</box>
packaging-symbols-image <box>4 920 346 982</box>
section-band: Zalecenia dotyczące posługiwania się elektronarzędziem <box>246 1075 468 1111</box>
general-safety-title: Ogólne zalecenia w zakresie zasad bezpieczeństwa <box>1012 340 1232 376</box>
workplace-safety-title: Bezpieczeństwo w miejscu pracy <box>1246 338 1454 352</box>
list-item: • Dysza punktowa 8 do obrobienia powierzchni o małym rozmiarze, a także lutowania. <box>994 1040 1212 1061</box>
list-item: • Jeśli elektronarzędzie jest wyposażone dodatkowy uchwyt, zawsze należy z niego korzystać podczas pracy. To pozwala mieć większą kontrolę nad elektronarzędziem w czasie pracy. <box>746 1379 970 1421</box>
pictogram-table: Symbol Znaczenie ⊗ Odblokowany. ▣ / II Podwójna izolacja / klasa ochrony. ✚ Pomocne informacje. ⚠ Uwaga. Ważne. CE Znak oznaczający, że produkt jest zgodny z podstawowymi wymogami dyrektyw UE i zharmonizowanych norm UE. ⊠ Nie wyrzucać elektronarzędzi do śmieci domowych. <box>750 1748 972 2024</box>
recycling-heading: Recykling: <box>6 675 69 691</box>
ean-line: EAN (Europejski Kod Towarowy): 5904067493605 <box>6 96 290 112</box>
list-item: 1 Dysza <box>758 2122 790 2133</box>
